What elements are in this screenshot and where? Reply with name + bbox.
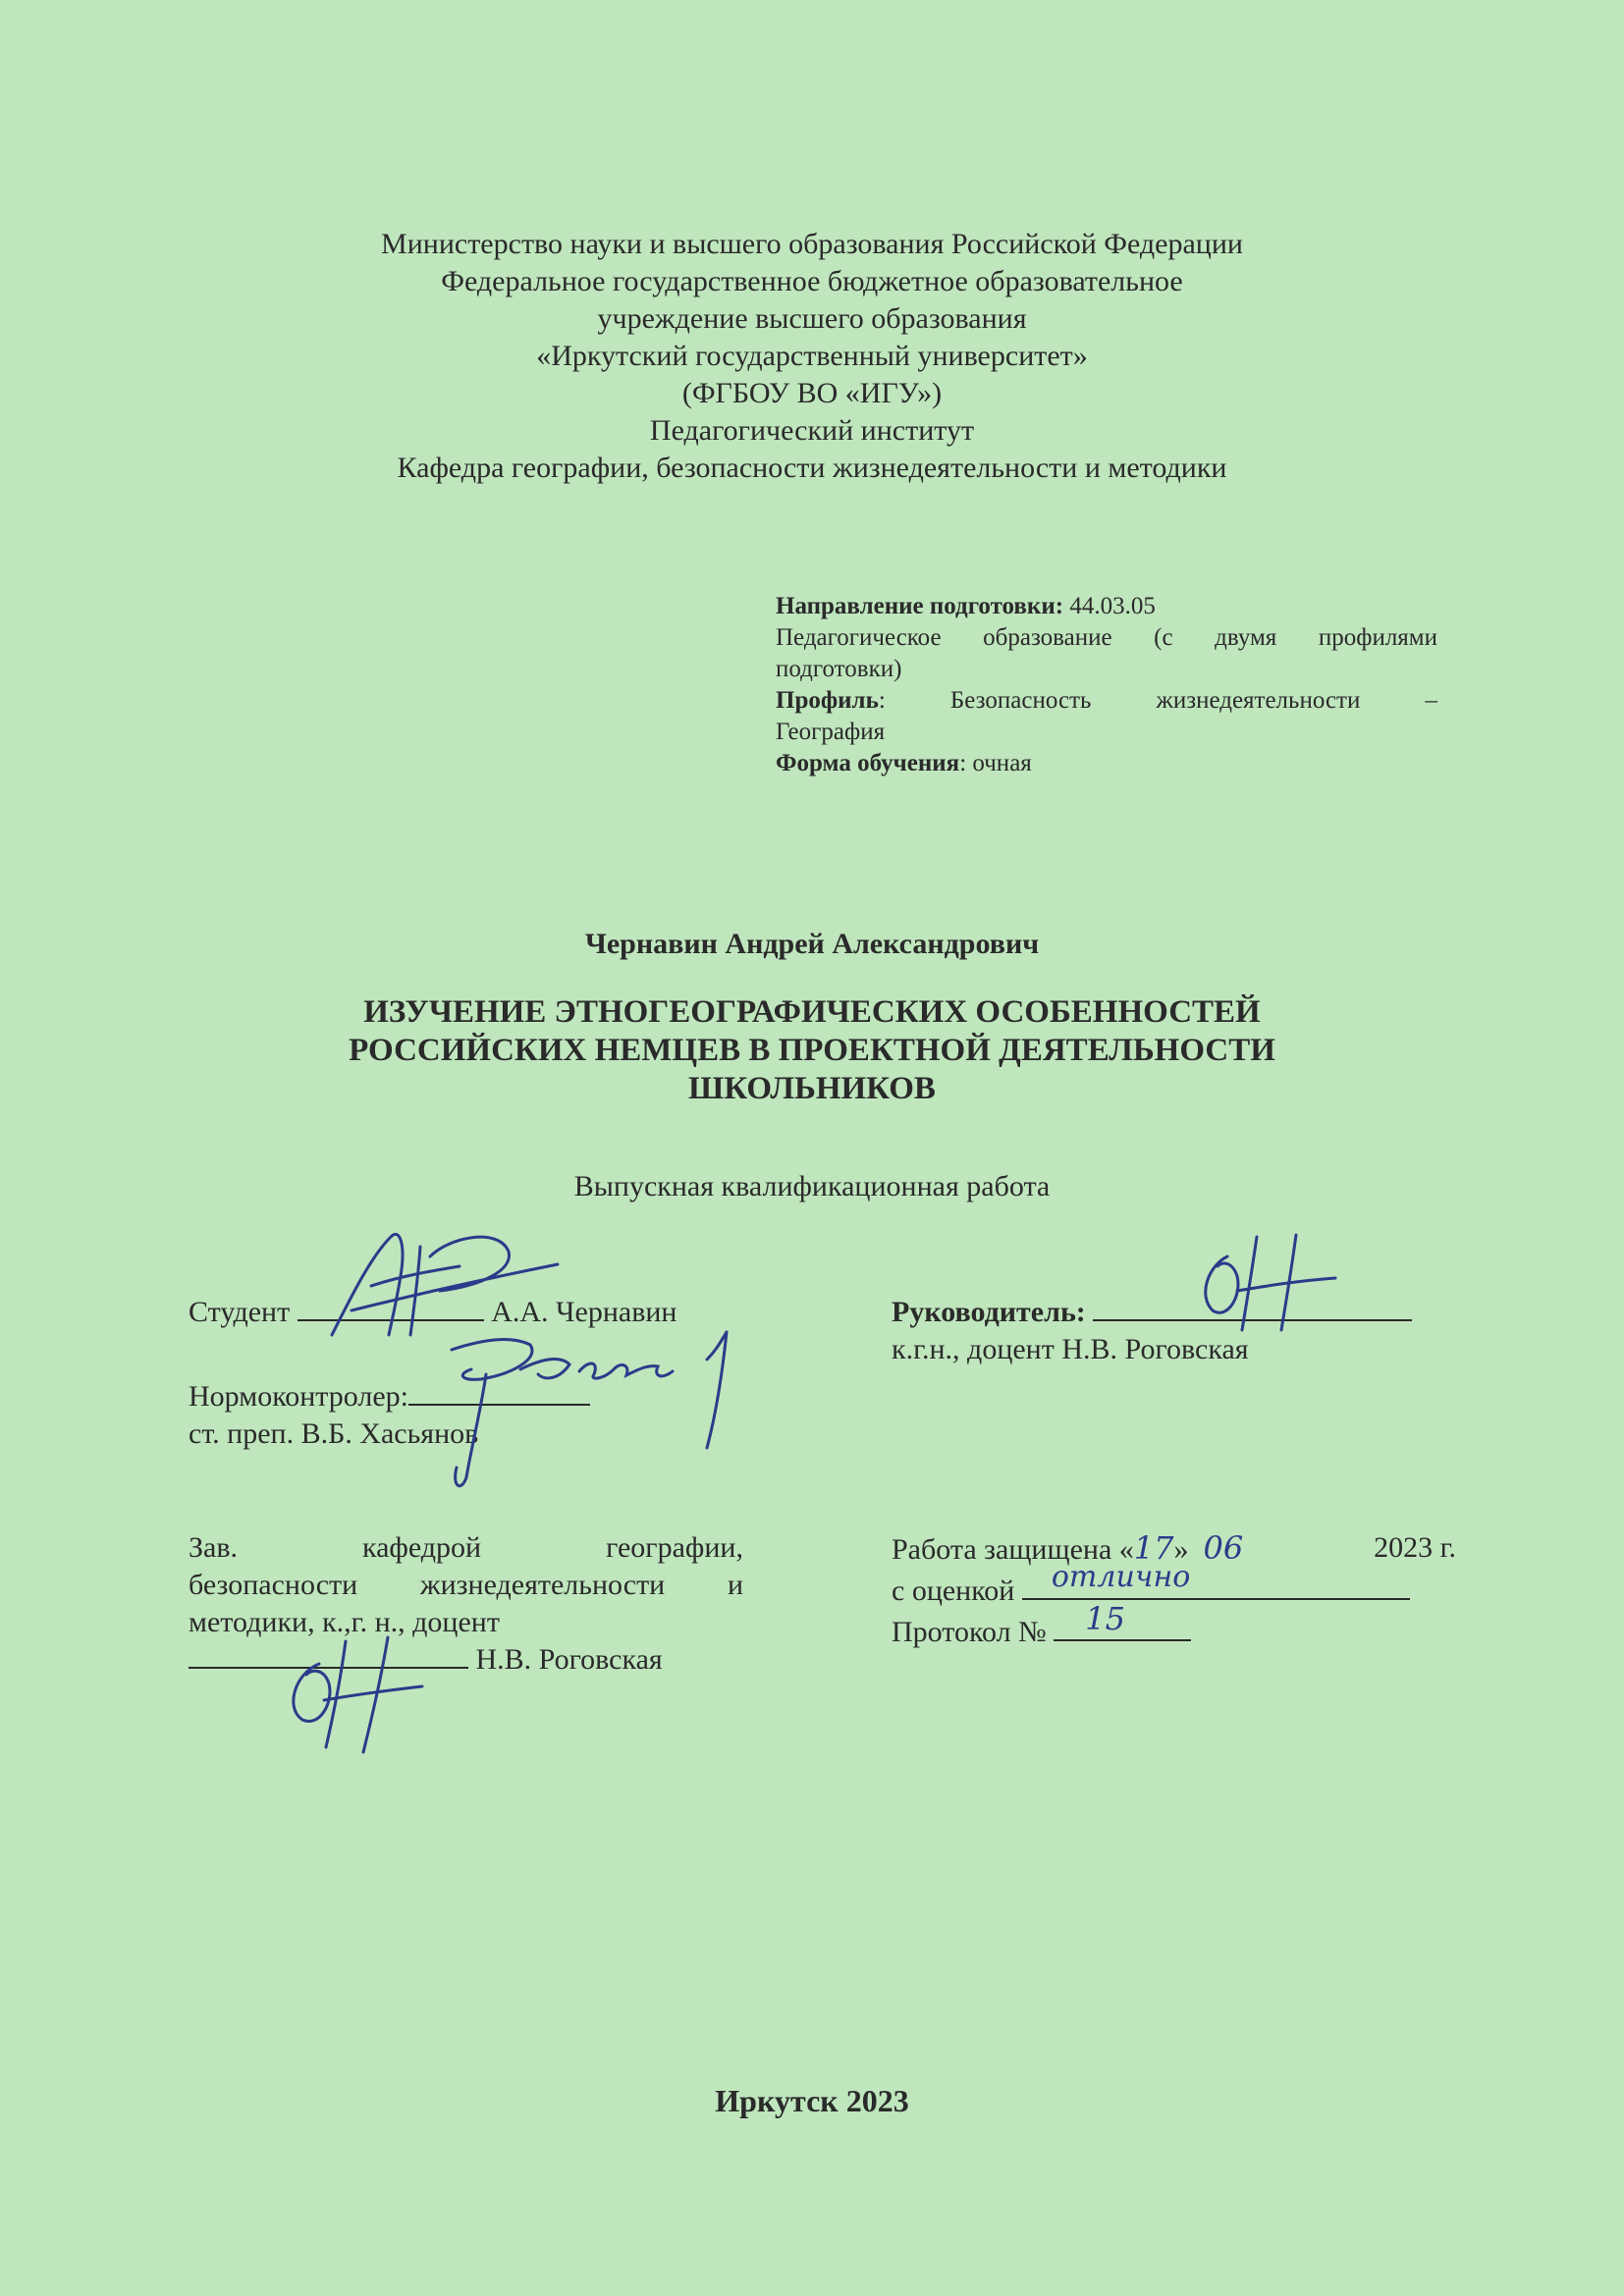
head-line-3: методики, к.,г. н., доцент xyxy=(189,1606,500,1638)
supervisor-block xyxy=(892,1294,1451,1368)
institution-header xyxy=(196,226,1428,487)
protocol-line xyxy=(1054,1600,1191,1641)
defense-year: 2023 г. xyxy=(1374,1531,1456,1564)
header-line-institution-type: учреждение высшего образования xyxy=(597,302,1027,335)
grade-row xyxy=(892,1560,1456,1610)
head-name: Н.В. Роговская xyxy=(475,1643,663,1676)
head-line-2: безопасности жизнедеятельности и xyxy=(189,1569,743,1601)
direction-label: Направление подготовки: xyxy=(776,593,1064,619)
normcontrol-name: ст. преп. В.Б. Хасьянов xyxy=(189,1417,479,1450)
head-line-1b: кафедрой xyxy=(361,1531,482,1564)
study-info xyxy=(776,591,1437,779)
profile-row xyxy=(776,685,1437,717)
head-line-1c: географии, xyxy=(606,1531,743,1564)
student-label: Студент xyxy=(189,1296,291,1328)
head-line-1 xyxy=(189,1529,743,1567)
form-row xyxy=(776,748,1437,779)
header-line-university: «Иркутский государственный университет» xyxy=(536,340,1088,372)
title-line-3: ШКОЛЬНИКОВ xyxy=(688,1071,936,1106)
head-signature xyxy=(265,1629,432,1757)
profile-label: Профиль xyxy=(776,687,879,714)
normcontrol-signature xyxy=(412,1320,795,1497)
form-text: : очная xyxy=(959,750,1032,776)
supervisor-signature xyxy=(1178,1227,1345,1335)
direction-code: 44.03.05 xyxy=(1063,593,1156,619)
protocol-row xyxy=(892,1600,1456,1651)
profile-text-2: География xyxy=(776,719,886,745)
header-line-federal: Федеральное государственное бюджетное образовательное xyxy=(441,265,1183,297)
title-line-1: ИЗУЧЕНИЕ ЭТНОГЕОГРАФИЧЕСКИХ ОСОБЕННОСТЕЙ xyxy=(363,994,1261,1030)
title-line-2: РОССИЙСКИХ НЕМЦЕВ В ПРОЕКТНОЙ ДЕЯТЕЛЬНОСТИ xyxy=(349,1033,1275,1068)
head-line-1a: Зав. xyxy=(189,1531,239,1564)
defense-day: 17 xyxy=(1133,1529,1174,1567)
header-line-abbr: (ФГБОУ ВО «ИГУ») xyxy=(681,377,943,409)
direction-text-2: подготовки) xyxy=(776,656,902,682)
grade-label: с оценкой xyxy=(892,1575,1015,1607)
header-line-ministry: Министерство науки и высшего образования Российской Федерации xyxy=(381,228,1243,260)
direction-text-1: Педагогическое образование (с двумя профилями xyxy=(776,624,1437,651)
defense-block xyxy=(892,1529,1456,1651)
header-line-institute: Педагогический институт xyxy=(649,414,975,447)
city-year: Иркутск 2023 xyxy=(715,2083,909,2118)
supervisor-label: Руководитель: xyxy=(892,1296,1086,1328)
form-label: Форма обучения xyxy=(776,750,960,776)
normcontrol-label: Нормоконтролер: xyxy=(189,1380,409,1413)
grade-value: отлично xyxy=(1051,1560,1191,1594)
grade-line xyxy=(1022,1560,1410,1600)
direction-row xyxy=(776,591,1437,622)
header-line-department: Кафедра географии, безопасности жизнедеятельности и методики xyxy=(397,452,1227,484)
author-name: Чернавин Андрей Александрович xyxy=(584,928,1040,960)
student-name: А.А. Чернавин xyxy=(491,1296,677,1328)
defense-prefix: Работа защищена « xyxy=(892,1533,1134,1566)
defense-month: 06 xyxy=(1203,1529,1244,1567)
work-type: Выпускная квалификационная работа xyxy=(573,1170,1051,1202)
supervisor-title: к.г.н., доцент Н.В. Роговская xyxy=(892,1333,1249,1365)
defense-mid: » xyxy=(1173,1533,1189,1566)
protocol-label: Протокол № xyxy=(892,1616,1047,1648)
thesis-title xyxy=(245,993,1379,1108)
protocol-value: 15 xyxy=(1085,1600,1125,1637)
profile-text-1: : Безопасность жизнедеятельности – xyxy=(878,687,1437,714)
supervisor-row xyxy=(892,1294,1451,1331)
